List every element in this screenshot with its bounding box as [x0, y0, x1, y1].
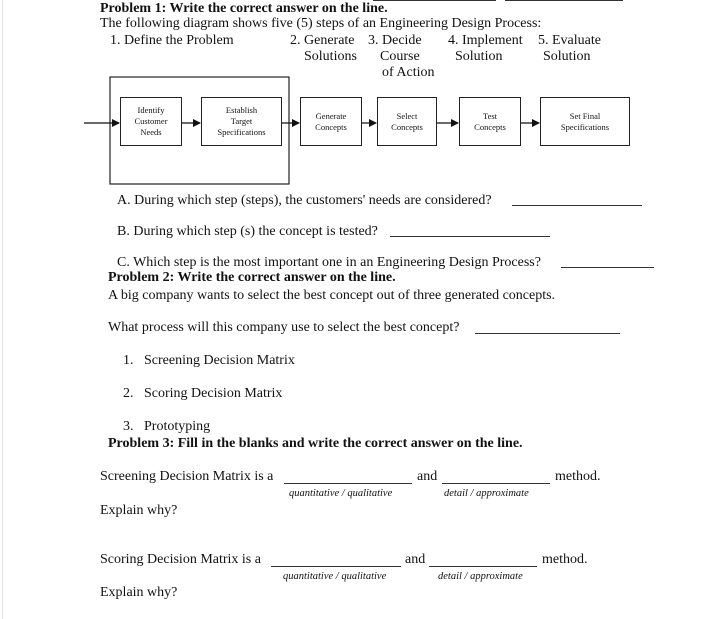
box-identify-customer-needs: Identify Customer Needs [120, 97, 182, 146]
problem1-heading: Problem 1: Write the correct answer on the line. [100, 1, 388, 16]
step-5-label: 5. Evaluate [538, 33, 601, 48]
step-2-label: 2. Generate [290, 33, 355, 48]
option-prototyping: 3. Prototyping [123, 419, 211, 434]
box-set-final-specifications: Set Final Specifications [540, 97, 630, 146]
screening-suffix: method. [555, 469, 601, 484]
step-3-label-line3: of Action [382, 65, 435, 80]
question-a: A. During which step (steps), the customers' needs are considered? [117, 193, 492, 208]
problem2-heading: Problem 2: Write the correct answer on the line. [108, 270, 396, 285]
problem1-intro: The following diagram shows five (5) steps of an Engineering Design Process: [100, 16, 542, 31]
scoring-blank-2[interactable] [429, 566, 537, 567]
scoring-prefix: Scoring Decision Matrix is a [100, 552, 261, 567]
problem2-intro: A big company wants to select the best concept out of three generated concepts. [108, 288, 556, 303]
screening-and: and [417, 469, 438, 484]
box-establish-target-specifications: Establish Target Specifications [201, 97, 282, 146]
scoring-and: and [405, 552, 426, 567]
scoring-blank-1[interactable] [271, 566, 401, 567]
question-b: B. During which step (s) the concept is tested? [117, 224, 378, 239]
screening-hint-1: quantitative / qualitative [289, 488, 393, 499]
step-4-label-line2: Solution [455, 49, 503, 64]
problem2-answer-line[interactable] [475, 333, 620, 334]
step-3-label-line2: Course [380, 49, 420, 64]
step-1-label: 1. Define the Problem [110, 33, 234, 48]
screening-hint-2: detail / approximate [444, 488, 529, 499]
problem2-question: What process will this company use to select the best concept? [108, 320, 460, 335]
answer-line-c[interactable] [561, 267, 654, 268]
step-4-label: 4. Implement [448, 33, 523, 48]
option-scoring-decision-matrix: 2. Scoring Decision Matrix [123, 386, 283, 401]
screening-prefix: Screening Decision Matrix is a [100, 469, 274, 484]
question-c: C. Which step is the most important one in an Engineering Design Process? [117, 255, 541, 270]
scoring-suffix: method. [542, 552, 588, 567]
box-generate-concepts: Generate Concepts [300, 97, 362, 146]
box-test-concepts: Test Concepts [459, 97, 521, 146]
answer-line-b[interactable] [390, 236, 550, 237]
answer-line-a[interactable] [512, 205, 642, 206]
step-5-label-line2: Solution [543, 49, 591, 64]
screening-blank-1[interactable] [284, 483, 412, 484]
step-2-label-line2: Solutions [304, 49, 357, 64]
option-screening-decision-matrix: 1. Screening Decision Matrix [123, 353, 295, 368]
step-3-label: 3. Decide [368, 33, 422, 48]
scoring-hint-1: quantitative / qualitative [283, 571, 387, 582]
problem3-heading: Problem 3: Fill in the blanks and write the correct answer on the line. [108, 436, 523, 451]
scoring-explain: Explain why? [100, 585, 178, 600]
scoring-hint-2: detail / approximate [438, 571, 523, 582]
screening-blank-2[interactable] [442, 483, 550, 484]
box-select-concepts: Select Concepts [377, 97, 437, 146]
screening-explain: Explain why? [100, 503, 178, 518]
